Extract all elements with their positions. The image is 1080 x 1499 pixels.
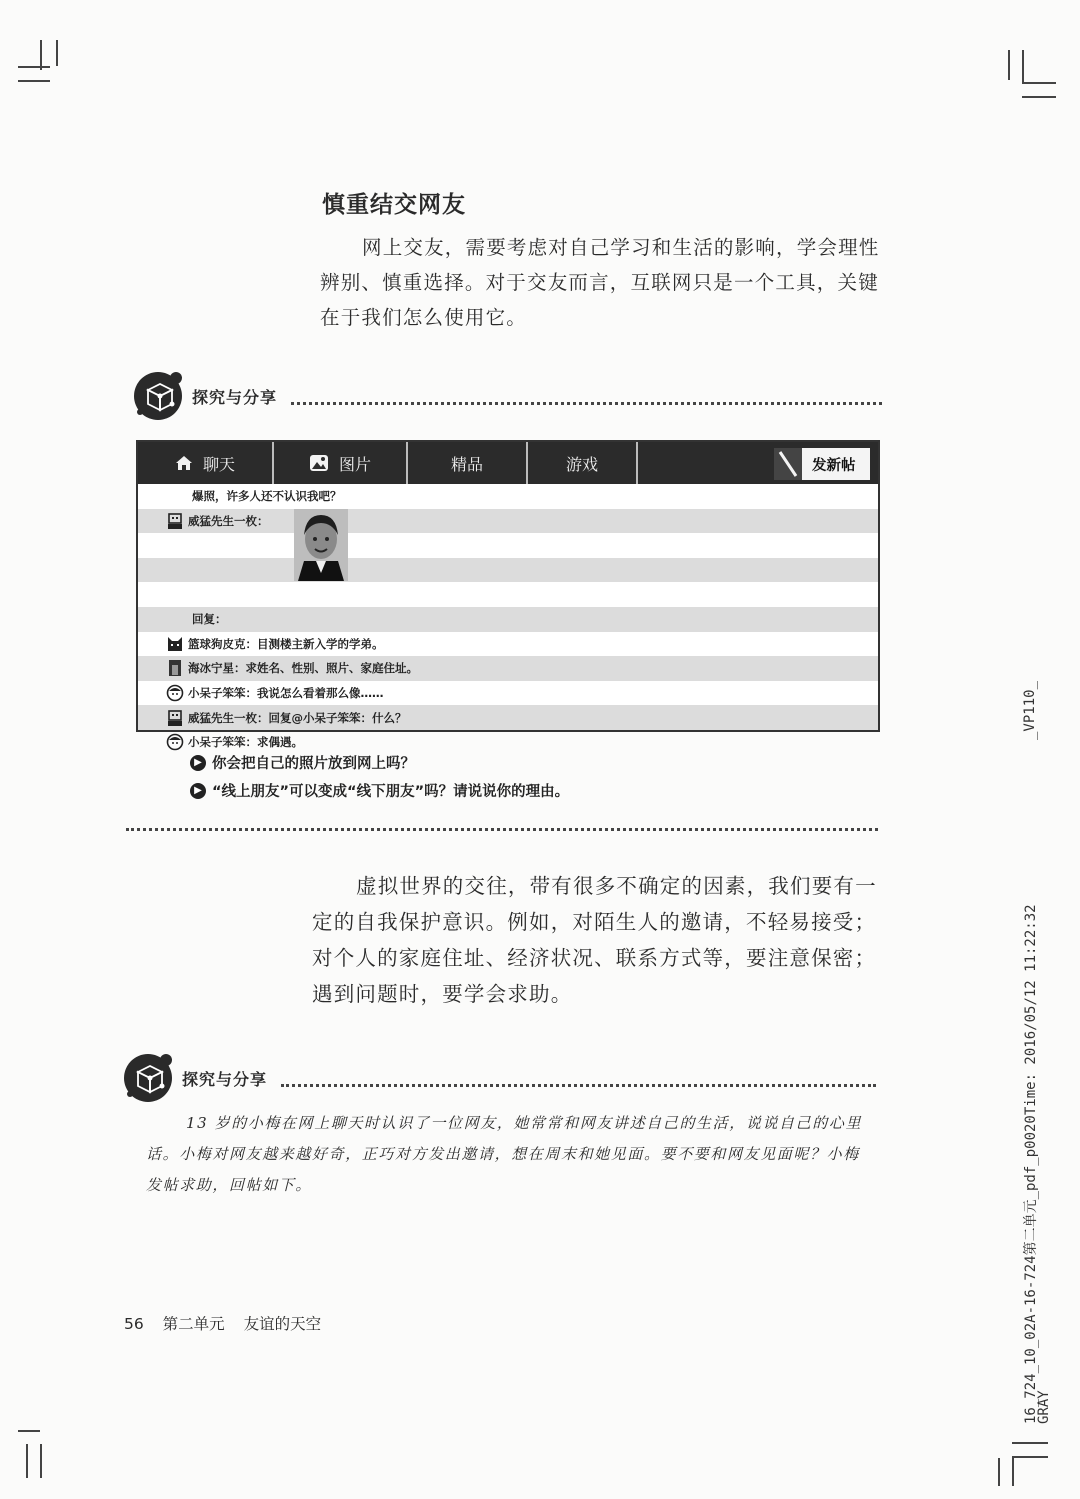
explore-label: 探究与分享 [182, 1069, 268, 1089]
unit-title: 友谊的天空 [243, 1315, 322, 1333]
question-item [190, 780, 569, 801]
crop-mark [18, 1430, 40, 1432]
page-number: 56 [124, 1315, 144, 1333]
forum-navbar [138, 442, 878, 484]
reply-text: 小呆子笨笨：求偶遇。 [188, 735, 303, 750]
reply-row [138, 632, 878, 657]
question-text: 你会把自己的照片放到网上吗？ [212, 756, 415, 772]
new-post-label: 发新帖 [812, 457, 856, 474]
section-title: 慎重结交网友 [322, 192, 466, 218]
reply-row [138, 730, 878, 755]
reply-row [138, 681, 878, 706]
crop-mark [18, 66, 50, 68]
stripe-row [138, 558, 878, 583]
tab-label: 图片 [338, 454, 371, 474]
crop-mark [1022, 96, 1056, 98]
crop-mark [1022, 82, 1056, 84]
forum-screenshot [136, 440, 880, 750]
post-title-row [138, 484, 878, 509]
reply-text: 小呆子笨笨：我说怎么看着那么像…… [188, 686, 384, 701]
page-footer [124, 1312, 335, 1334]
dotted-divider [126, 828, 878, 831]
reply-label-row [138, 607, 878, 632]
explore-cube-icon [120, 1050, 176, 1106]
crop-mark [998, 1458, 1000, 1486]
crop-mark [40, 40, 42, 70]
explore-share-header [120, 1050, 876, 1106]
crop-mark [1008, 50, 1010, 80]
picture-icon [309, 454, 329, 472]
crop-mark [40, 1444, 42, 1478]
cat-avatar-icon [166, 635, 184, 653]
reply-row [138, 705, 878, 730]
side-mark-gray: GRAY [1036, 1390, 1052, 1424]
post-title: 爆照，许多人还不认识我吧？ [192, 489, 342, 504]
arrow-bullet-icon: ▶ [190, 783, 206, 799]
tab-chat[interactable] [138, 442, 274, 484]
story-paragraph: 13 岁的小梅在网上聊天时认识了一位网友，她常常和网友讲述自己的生活，说说自己的心里话。小梅对网友越来越好奇，正巧对方发出邀请，想在周末和她见面。要不要和网友见面呢？小梅发帖求助，回帖如下。 [146, 1114, 863, 1194]
robot-avatar-icon [166, 709, 184, 727]
post-author-row [138, 509, 878, 534]
reply-text: 海冰宁星：求姓名、性别、照片、家庭住址。 [188, 661, 418, 676]
tab-featured[interactable] [408, 442, 528, 484]
dotted-divider [281, 1084, 876, 1087]
explore-label: 探究与分享 [192, 387, 278, 407]
dotted-divider [291, 402, 882, 405]
crop-mark [56, 40, 58, 66]
reply-text: 威猛先生一枚：回复@小呆子笨笨：什么？ [188, 710, 407, 725]
side-mark-bottom: 16_724_10_02A-16-724第二单元_pdf_p0020Time: 2016/05/12 11:22:32 [1023, 904, 1039, 1424]
new-post-button[interactable] [774, 448, 870, 480]
forum-thread [138, 484, 878, 750]
explore-cube-icon [130, 368, 186, 424]
post-author: 威猛先生一枚： [188, 513, 269, 528]
stripe-row [138, 533, 878, 558]
question-text: “线上朋友”可以变成“线下朋友”吗？请说说你的理由。 [212, 784, 570, 800]
tab-label: 精品 [450, 454, 483, 474]
tab-games[interactable] [528, 442, 638, 484]
penguin-avatar-icon [166, 659, 184, 677]
user-photo [294, 509, 348, 581]
reply-label: 回复： [192, 612, 227, 627]
explore-share-header [130, 368, 882, 424]
crop-mark [18, 80, 50, 82]
crop-mark [1012, 1442, 1048, 1444]
question-item [190, 752, 415, 773]
home-icon [175, 455, 193, 471]
side-mark-top: _VP110_ [1022, 680, 1038, 740]
crop-mark [1022, 50, 1024, 82]
crop-mark [1012, 1456, 1014, 1486]
reply-text: 篮球狗皮克：目测楼主新入学的学弟。 [188, 636, 384, 651]
face-avatar-icon [166, 684, 184, 702]
tab-pictures[interactable] [274, 442, 408, 484]
crop-mark [1012, 1456, 1048, 1458]
intro-paragraph: 网上交友，需要考虑对自己学习和生活的影响，学会理性辨别、慎重选择。对于交友而言，互联网只是一个工具，关键在于我们怎么使用它。 [320, 236, 880, 329]
robot-avatar-icon [166, 512, 184, 530]
unit-label: 第二单元 [162, 1315, 225, 1333]
tab-label: 聊天 [202, 454, 235, 474]
safety-paragraph: 虚拟世界的交往，带有很多不确定的因素，我们要有一定的自我保护意识。例如，对陌生人的邀请，不轻易接受；对个人的家庭住址、经济状况、联系方式等，要注意保密；遇到问题时，要学会求助。 [312, 874, 877, 1006]
tab-label: 游戏 [565, 454, 598, 474]
arrow-bullet-icon: ▶ [190, 755, 206, 771]
crop-mark [26, 1444, 28, 1478]
stripe-row [138, 582, 878, 607]
reply-row [138, 656, 878, 681]
pen-icon [774, 448, 802, 480]
face-avatar-icon [166, 733, 184, 751]
